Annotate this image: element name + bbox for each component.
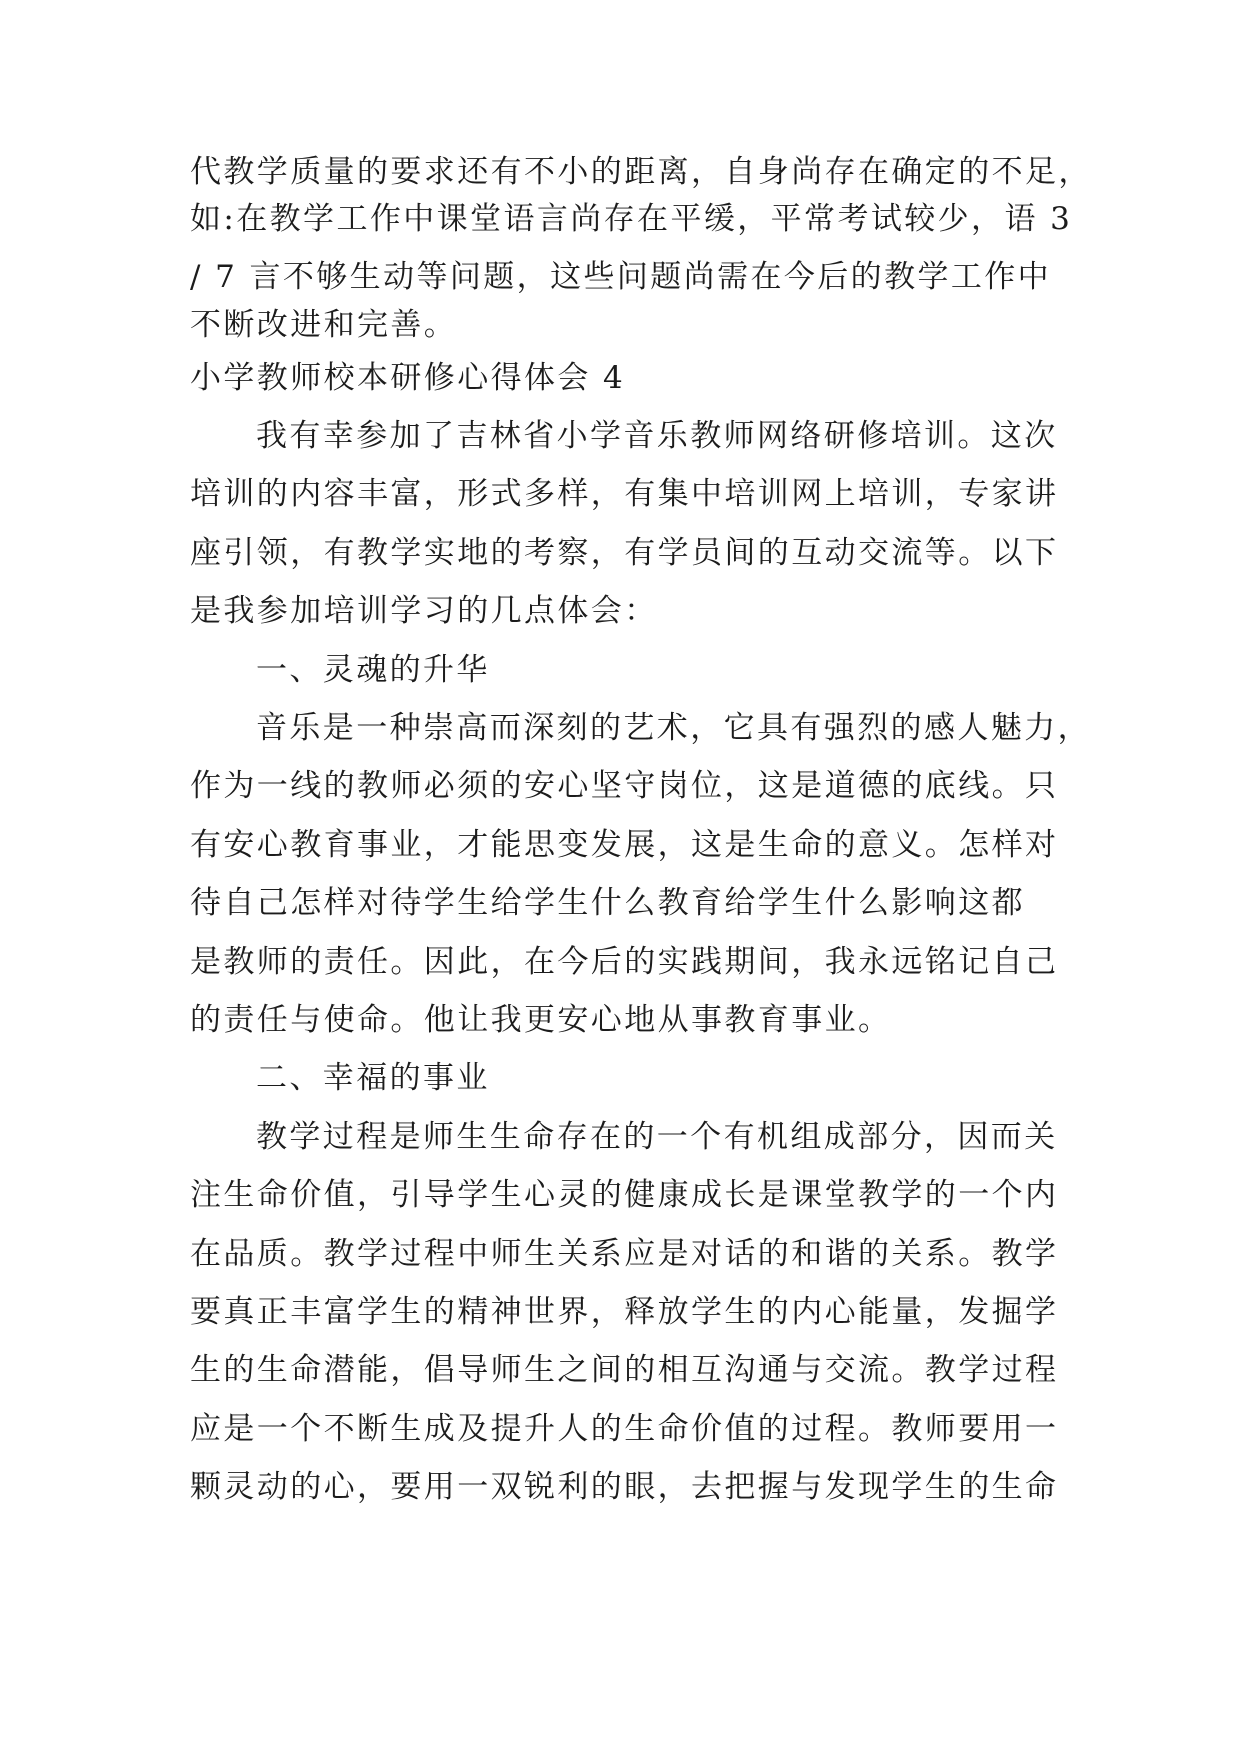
- text-line: 音乐是一种崇高而深刻的艺术，它具有强烈的感人魅力，: [256, 710, 1091, 746]
- text-line: 应是一个不断生成及提升人的生命价值的过程。教师要用一: [190, 1411, 1059, 1447]
- text-line: 教学过程是师生生命存在的一个有机组成部分，因而关: [256, 1119, 1058, 1155]
- subheading: 二、幸福的事业: [256, 1060, 490, 1096]
- text-line: 作为一线的教师必须的安心坚守岗位，这是道德的底线。只: [190, 768, 1059, 804]
- text-line: 培训的内容丰富，形式多样，有集中培训网上培训，专家讲: [190, 476, 1059, 512]
- text-line: 座引领，有教学实地的考察，有学员间的互动交流等。以下: [190, 535, 1059, 571]
- section-heading: 小学教师校本研修心得体会 4: [190, 360, 626, 396]
- text-line: 注生命价值，引导学生心灵的健康成长是课堂教学的一个内: [190, 1177, 1059, 1213]
- text-line: 的责任与使命。他让我更安心地从事教育事业。: [190, 1002, 892, 1038]
- text-line: 是我参加培训学习的几点体会：: [190, 593, 658, 629]
- subheading: 一、灵魂的升华: [256, 652, 490, 688]
- text-line: 生的生命潜能，倡导师生之间的相互沟通与交流。教学过程: [190, 1352, 1059, 1388]
- text-line: 待自己怎样对待学生给学生什么教育给学生什么影响这都: [190, 885, 1025, 921]
- text-line: 代教学质量的要求还有不小的距离，自身尚存在确定的不足，: [190, 154, 1092, 190]
- text-line: 颗灵动的心，要用一双锐利的眼，去把握与发现学生的生命: [190, 1469, 1059, 1505]
- text-line: 是教师的责任。因此，在今后的实践期间，我永远铭记自己: [190, 944, 1059, 980]
- text-line: / 7 言不够生动等问题，这些问题尚需在今后的教学工作中: [190, 259, 1052, 295]
- text-line: 不断改进和完善。: [190, 307, 458, 343]
- text-line: 要真正丰富学生的精神世界，释放学生的内心能量，发掘学: [190, 1294, 1059, 1330]
- text-line: 在品质。教学过程中师生关系应是对话的和谐的关系。教学: [190, 1236, 1059, 1272]
- text-line: 如:在教学工作中课堂语言尚存在平缓，平常考试较少，语 3: [190, 201, 1073, 237]
- text-line: 有安心教育事业，才能思变发展，这是生命的意义。怎样对: [190, 827, 1059, 863]
- text-line: 我有幸参加了吉林省小学音乐教师网络研修培训。这次: [256, 418, 1058, 454]
